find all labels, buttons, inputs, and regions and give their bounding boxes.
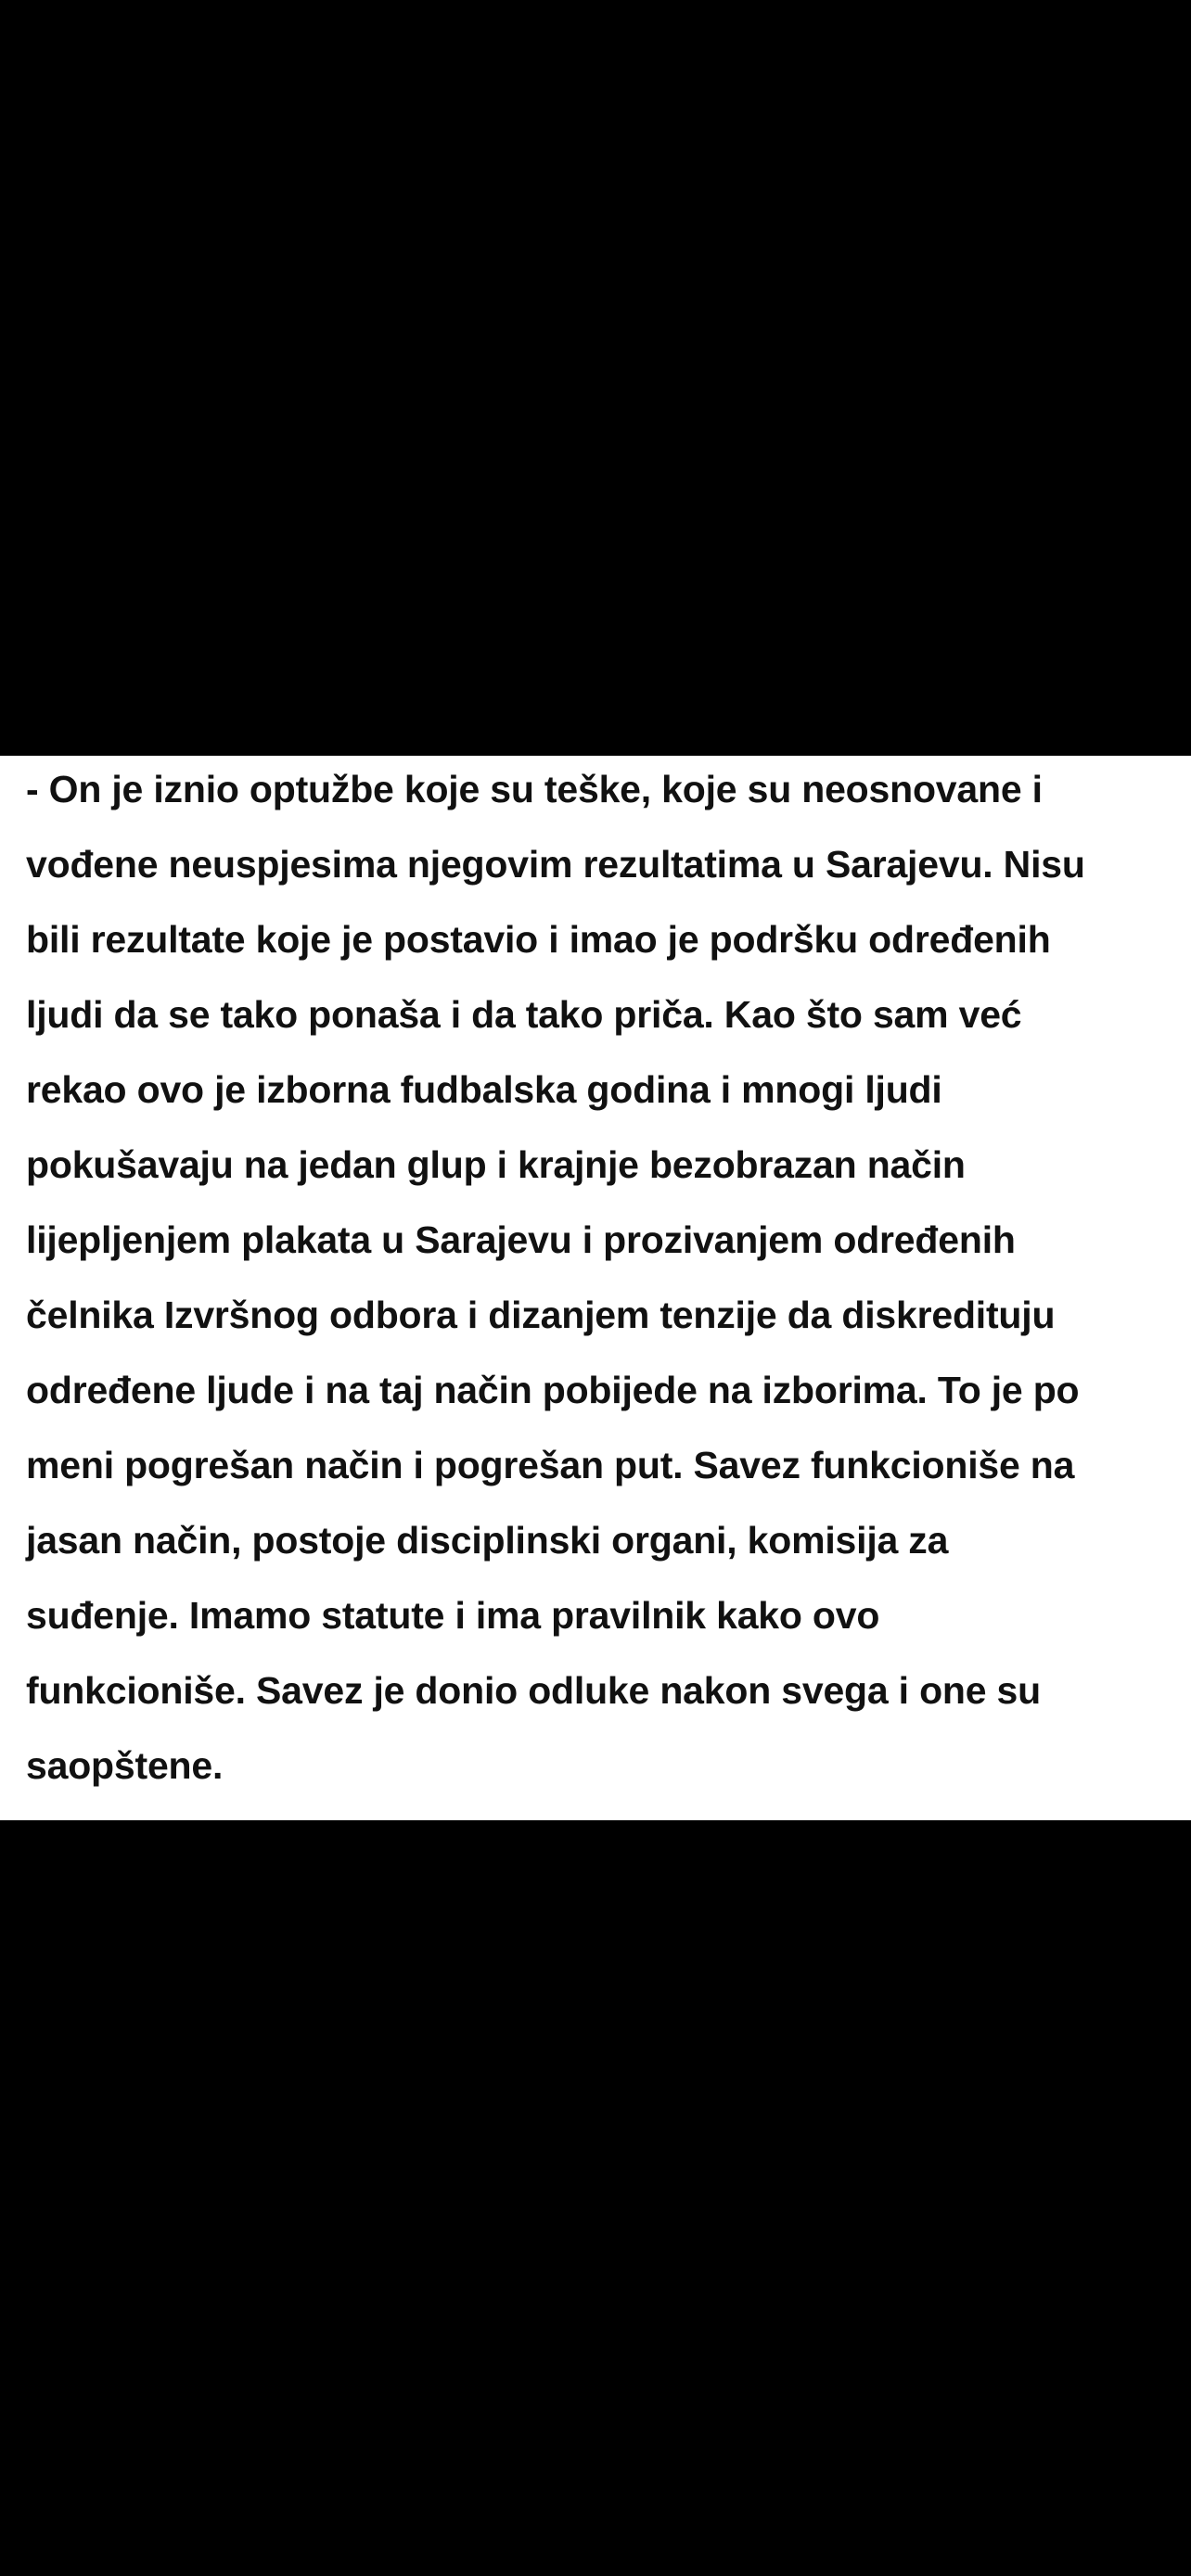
quote-line: saopštene. — [26, 1744, 224, 1787]
quote-line: suđenje. Imamo statute i ima pravilnik kako ovo — [26, 1594, 880, 1637]
quote-line: vođene neuspjesima njegovim rezultatima u Sarajevu. Nisu — [26, 843, 1085, 886]
quote-line: rekao ovo je izborna fudbalska godina i mnogi ljudi — [26, 1068, 942, 1111]
quote-line: bili rezultate koje je postavio i imao je podršku određenih — [26, 918, 1051, 961]
quote-line: meni pogrešan način i pogrešan put. Savez funkcioniše na — [26, 1444, 1075, 1486]
quote-line: određene ljude i na taj način pobijede na izborima. To je po — [26, 1369, 1080, 1411]
quote-line: funkcioniše. Savez je donio odluke nakon svega i one su — [26, 1669, 1041, 1712]
quote-line: jasan način, postoje disciplinski organi, komisija za — [26, 1519, 949, 1562]
quote-line: čelnika Izvršnog odbora i dizanjem tenzije da diskredituju — [26, 1294, 1056, 1336]
quote-text-panel — [0, 756, 1191, 1820]
quote-line: - On je iznio optužbe koje su teške, koje su neosnovane i — [26, 768, 1043, 810]
quote-line: pokušavaju na jedan glup i krajnje bezobrazan način — [26, 1143, 966, 1186]
quote-line: lijepljenjem plakata u Sarajevu i prozivanjem određenih — [26, 1218, 1016, 1261]
quote-line: ljudi da se tako ponaša i da tako priča. Kao što sam već — [26, 993, 1022, 1036]
